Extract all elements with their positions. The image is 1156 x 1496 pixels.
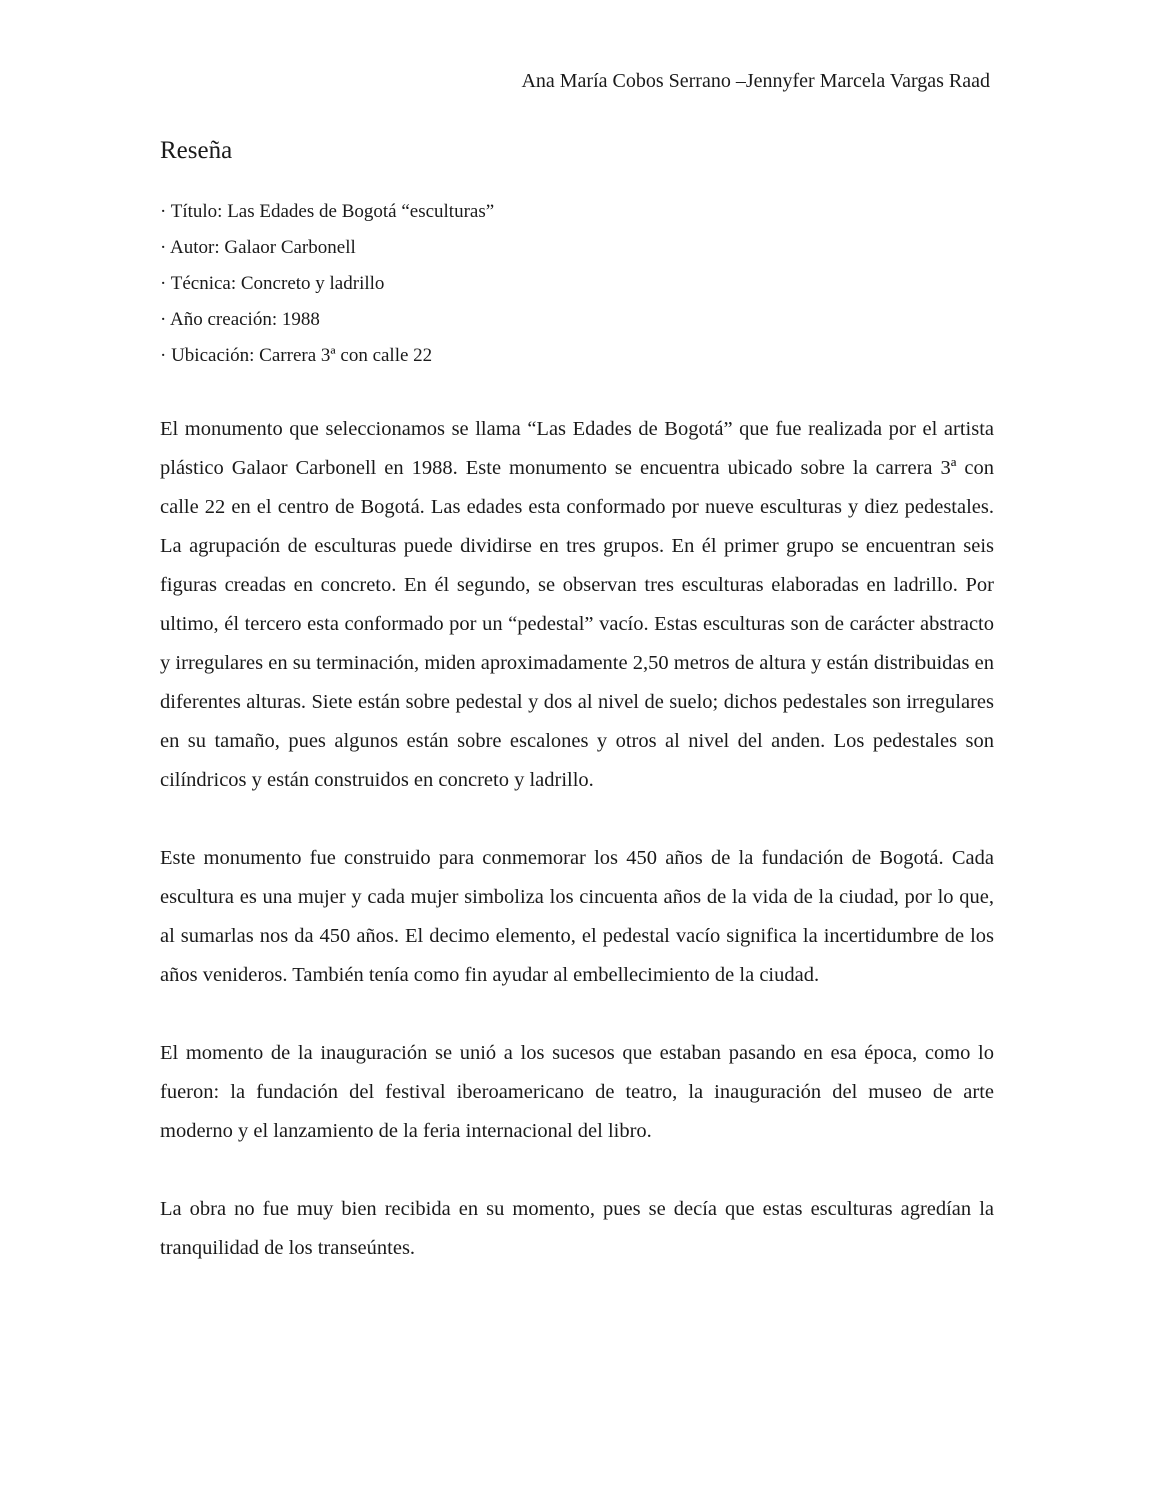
paragraph-description: El monumento que seleccionamos se llama “Las Edades de Bogotá” que fue realizada por el artista plástico Galaor Carbonell en 1988. Este monumento se encuentra ubicado sobre la carrera 3ª con calle 22 en el centro de Bogotá. Las edades esta conformado por nueve esculturas y diez pedestales. La agrupación de esculturas puede dividirse en tres grupos. En él primer grupo se encuentran seis figuras creadas en concreto. En él segundo, se observan tres esculturas elaboradas en ladrillo. Por ultimo, él tercero esta conformado por un “pedestal” vacío. Estas esculturas son de carácter abstracto y irregulares en su terminación, miden aproximadamente 2,50 metros de altura y están distribuidas en diferentes alturas. Siete están sobre pedestal y dos al nivel de suelo; dichos pedestales son irregulares en su tamaño, pues algunos están sobre escalones y otros al nivel del anden. Los pedestales son cilíndricos y están construidos en concreto y ladrillo. xyxy=(160,418,994,791)
artwork-details-list xyxy=(160,194,494,374)
detail-location: · Ubicación: Carrera 3ª con calle 22 xyxy=(160,345,433,366)
body-text xyxy=(160,410,994,1307)
page-title: Reseña xyxy=(160,137,233,164)
detail-author: · Autor: Galaor Carbonell xyxy=(160,237,356,258)
detail-year: · Año creación: 1988 xyxy=(160,309,320,330)
paragraph-purpose: Este monumento fue construido para conmemorar los 450 años de la fundación de Bogotá. Cada escultura es una mujer y cada mujer simboliza los cincuenta años de la vida de la ciudad, por lo que, al sumarlas nos da 450 años. El decimo elemento, el pedestal vacío significa la incertidumbre de los años venideros. También tenía como fin ayudar al embellecimiento de la ciudad. xyxy=(160,847,994,986)
header-authors: Ana María Cobos Serrano –Jennyfer Marcela Vargas Raad xyxy=(521,70,990,92)
paragraph-reception: La obra no fue muy bien recibida en su momento, pues se decía que estas esculturas agredían la tranquilidad de los transeúntes. xyxy=(160,1198,994,1259)
paragraph-inauguration: El momento de la inauguración se unió a los sucesos que estaban pasando en esa época, como lo fueron: la fundación del festival iberoamericano de teatro, la inauguración del museo de arte moderno y el lanzamiento de la feria internacional del libro. xyxy=(160,1042,994,1142)
detail-title: · Título: Las Edades de Bogotá “esculturas” xyxy=(160,201,495,222)
detail-technique: · Técnica: Concreto y ladrillo xyxy=(160,273,385,294)
